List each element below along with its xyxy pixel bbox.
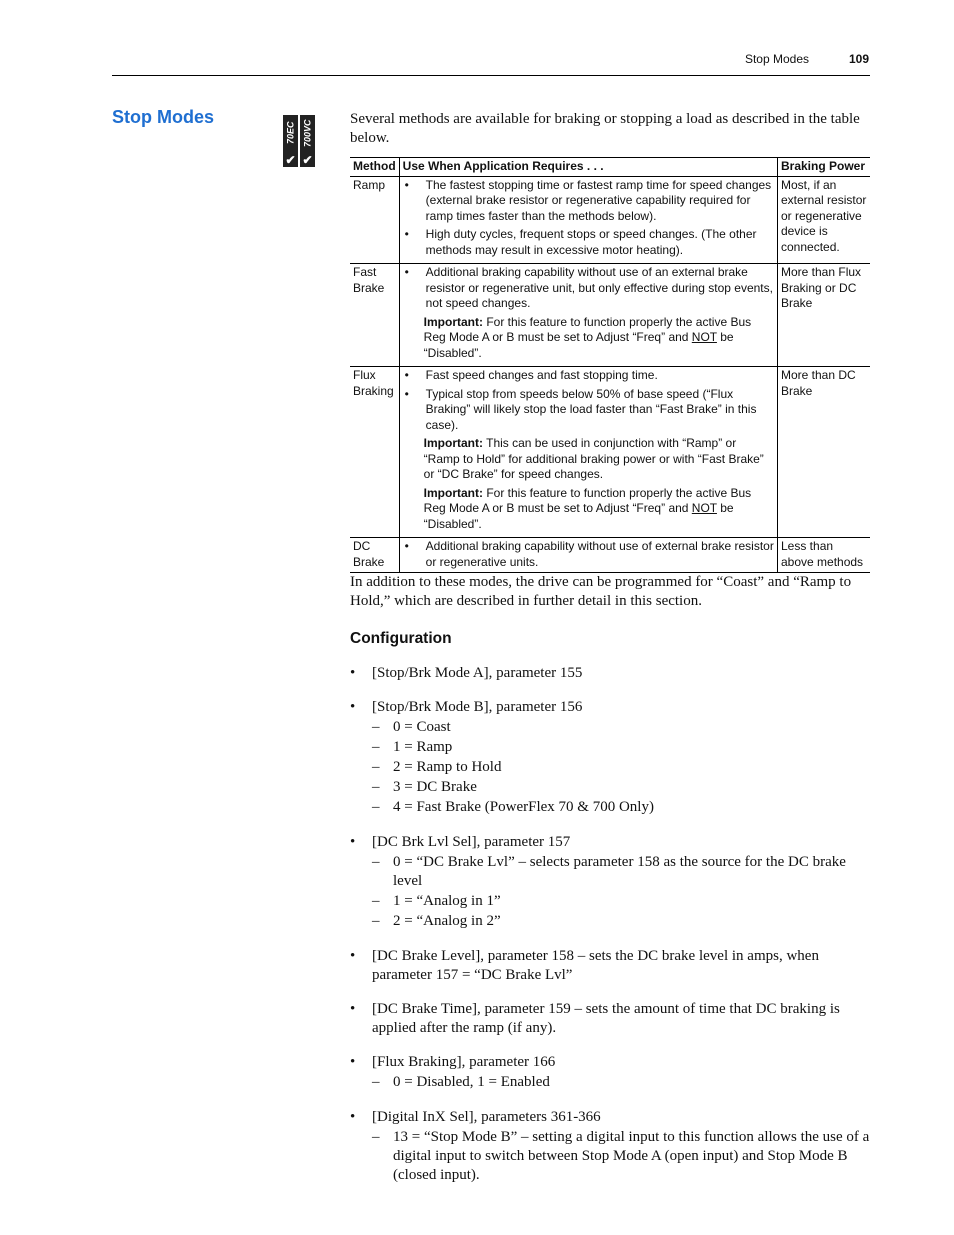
bullet-icon: • bbox=[404, 368, 409, 382]
dash-icon: – bbox=[372, 1074, 380, 1090]
column-header-method: Method bbox=[350, 158, 399, 177]
running-header-title: Stop Modes bbox=[744, 52, 809, 66]
list-item: • Additional braking capability without use of an external brake resistor or regenerative unit, but only effective during stop events, not speed changes. bbox=[404, 265, 773, 310]
bullet-icon: • bbox=[350, 948, 356, 964]
list-item: • [Digital InX Sel], parameters 361-366 – 13 = “Stop Mode B” – setting a digital input to this function allows the use of a digital input to switch between Stop Mode A (open input) and Stop Mode B (closed input). bbox=[350, 1108, 870, 1186]
badge-700vc bbox=[300, 115, 315, 167]
bullet-icon: • bbox=[404, 265, 409, 279]
bullet-icon: • bbox=[404, 227, 409, 241]
sub-list-item: – 0 = “DC Brake Lvl” – selects parameter 158 as the source for the DC brake level bbox=[372, 854, 846, 889]
table-row bbox=[350, 367, 870, 538]
dash-icon: – bbox=[372, 1129, 380, 1145]
dash-icon: – bbox=[372, 854, 380, 870]
bullet-icon: • bbox=[350, 665, 356, 681]
dash-icon: – bbox=[372, 799, 380, 815]
list-item: • [DC Brk Lvl Sel], parameter 157 – 0 = “DC Brake Lvl” – selects parameter 158 as the source for the DC brake level – 1 = “Analog in 1” – 2 = “Analog in 2” bbox=[350, 833, 870, 932]
sub-list bbox=[372, 1128, 870, 1185]
sub-list-item: – 1 = Ramp bbox=[372, 739, 453, 755]
badge-70ec bbox=[283, 115, 298, 167]
braking-power-cell: More than Flux Braking or DC Brake bbox=[778, 264, 871, 367]
product-badges bbox=[283, 115, 315, 167]
sub-list-item: – 2 = “Analog in 2” bbox=[372, 913, 501, 929]
dash-icon: – bbox=[372, 913, 380, 929]
list-item: • High duty cycles, frequent stops or speed changes. (The other methods may result in excessive motor heating). bbox=[404, 227, 757, 257]
bullet-icon: • bbox=[350, 834, 356, 850]
configuration-heading: Configuration bbox=[350, 630, 452, 647]
bullet-icon: • bbox=[404, 177, 409, 192]
badge-label: 700VC bbox=[302, 119, 313, 147]
column-header-braking-power: Braking Power bbox=[778, 158, 871, 177]
sub-list-item: – 1 = “Analog in 1” bbox=[372, 893, 501, 909]
sub-list-item: – 0 = Coast bbox=[372, 719, 451, 735]
bullet-icon: • bbox=[350, 699, 356, 715]
sub-list bbox=[372, 718, 870, 817]
braking-methods-table bbox=[350, 157, 870, 573]
braking-power-cell: Less than above methods bbox=[778, 538, 871, 573]
bullet-icon: • bbox=[350, 1054, 356, 1070]
configuration-list bbox=[350, 664, 870, 1186]
list-item: • [Stop/Brk Mode B], parameter 156 – 0 = Coast – 1 = Ramp – 2 = Ramp to Hold – 3 = DC Brake – 4 = Fast Brake (PowerFlex 70 & 700 Only) bbox=[350, 698, 870, 818]
method-cell: DC Brake bbox=[350, 538, 399, 573]
list-item: • [Stop/Brk Mode A], parameter 155 bbox=[350, 665, 583, 681]
table-row bbox=[350, 538, 870, 573]
main-content bbox=[350, 110, 870, 1201]
list-item: • [DC Brake Level], parameter 158 – sets the DC brake level in amps, when parameter 157 = “DC Brake Lvl” bbox=[350, 948, 819, 983]
use-when-cell bbox=[399, 538, 777, 573]
list-item: • The fastest stopping time or fastest ramp time for speed changes (external brake resistor or regenerative capability required for ramp times faster than the methods below). bbox=[404, 177, 772, 223]
table-row bbox=[350, 264, 870, 367]
sub-list-item: – 3 = DC Brake bbox=[372, 779, 477, 795]
important-note: Important: For this feature to function properly the active Bus Reg Mode A or B must be set to Adjust “Freq” and NOT be “Disabled”. bbox=[423, 485, 752, 531]
page-number: 109 bbox=[848, 52, 869, 66]
dash-icon: – bbox=[372, 779, 380, 795]
dash-icon: – bbox=[372, 719, 380, 735]
dash-icon: – bbox=[372, 739, 380, 755]
modes-paragraph: In addition to these modes, the drive can be programmed for “Coast” and “Ramp to Hold,” which are described in further detail in this section. bbox=[350, 574, 852, 609]
braking-power-cell: More than DC Brake bbox=[778, 367, 871, 538]
bullet-icon: • bbox=[404, 539, 409, 553]
header-rule bbox=[112, 75, 870, 76]
method-cell: Fast Brake bbox=[350, 264, 399, 367]
list-item: • Typical stop from speeds below 50% of base speed (“Flux Braking” will likely stop the load faster than “Fast Brake” in this case). bbox=[404, 386, 757, 432]
use-when-cell bbox=[399, 264, 777, 367]
method-cell: Flux Braking bbox=[350, 367, 399, 538]
sub-list bbox=[372, 1073, 870, 1092]
intro-paragraph: Several methods are available for braking or stopping a load as described in the table below. bbox=[350, 111, 860, 146]
list-item: • Additional braking capability without use of external brake resistor or regenerative units. bbox=[404, 539, 774, 569]
table-row bbox=[350, 176, 870, 264]
dash-icon: – bbox=[372, 759, 380, 775]
dash-icon: – bbox=[372, 893, 380, 909]
table-header-row bbox=[350, 158, 870, 177]
list-item: • [Flux Braking], parameter 166 – 0 = Disabled, 1 = Enabled bbox=[350, 1053, 870, 1093]
list-item: • [DC Brake Time], parameter 159 – sets the amount of time that DC braking is applied after the ramp (if any). bbox=[350, 1001, 840, 1036]
important-note: Important: For this feature to function properly the active Bus Reg Mode A or B must be set to Adjust “Freq” and NOT be “Disabled”. bbox=[423, 314, 752, 360]
sub-list-item: – 2 = Ramp to Hold bbox=[372, 759, 502, 775]
sub-list-item: – 0 = Disabled, 1 = Enabled bbox=[372, 1074, 550, 1090]
section-title: Stop Modes bbox=[112, 107, 214, 127]
checkmark-icon: ✔ bbox=[302, 153, 313, 167]
use-when-cell bbox=[399, 367, 777, 538]
column-header-use-when: Use When Application Requires . . . bbox=[399, 158, 777, 177]
bullet-icon: • bbox=[350, 1001, 356, 1017]
braking-power-cell: Most, if an external resistor or regenerative device is connected. bbox=[778, 176, 871, 264]
sub-list-item: – 4 = Fast Brake (PowerFlex 70 & 700 Only) bbox=[372, 799, 654, 815]
bullet-icon: • bbox=[350, 1109, 356, 1125]
list-item: • Fast speed changes and fast stopping time. bbox=[404, 368, 658, 382]
use-when-cell bbox=[399, 176, 777, 264]
sub-list bbox=[372, 853, 870, 931]
important-note: Important: This can be used in conjunction with “Ramp” or “Ramp to Hold” for additional braking power or with “Fast Brake” or “DC Brake” for speed changes. bbox=[423, 436, 764, 481]
sub-list-item: – 13 = “Stop Mode B” – setting a digital input to this function allows the use of a digital input to switch between Stop Mode A (open input) and Stop Mode B (closed input). bbox=[372, 1129, 870, 1183]
method-cell: Ramp bbox=[350, 176, 399, 264]
checkmark-icon: ✔ bbox=[285, 153, 296, 167]
bullet-icon: • bbox=[404, 386, 409, 401]
badge-label: 70EC bbox=[285, 121, 296, 145]
